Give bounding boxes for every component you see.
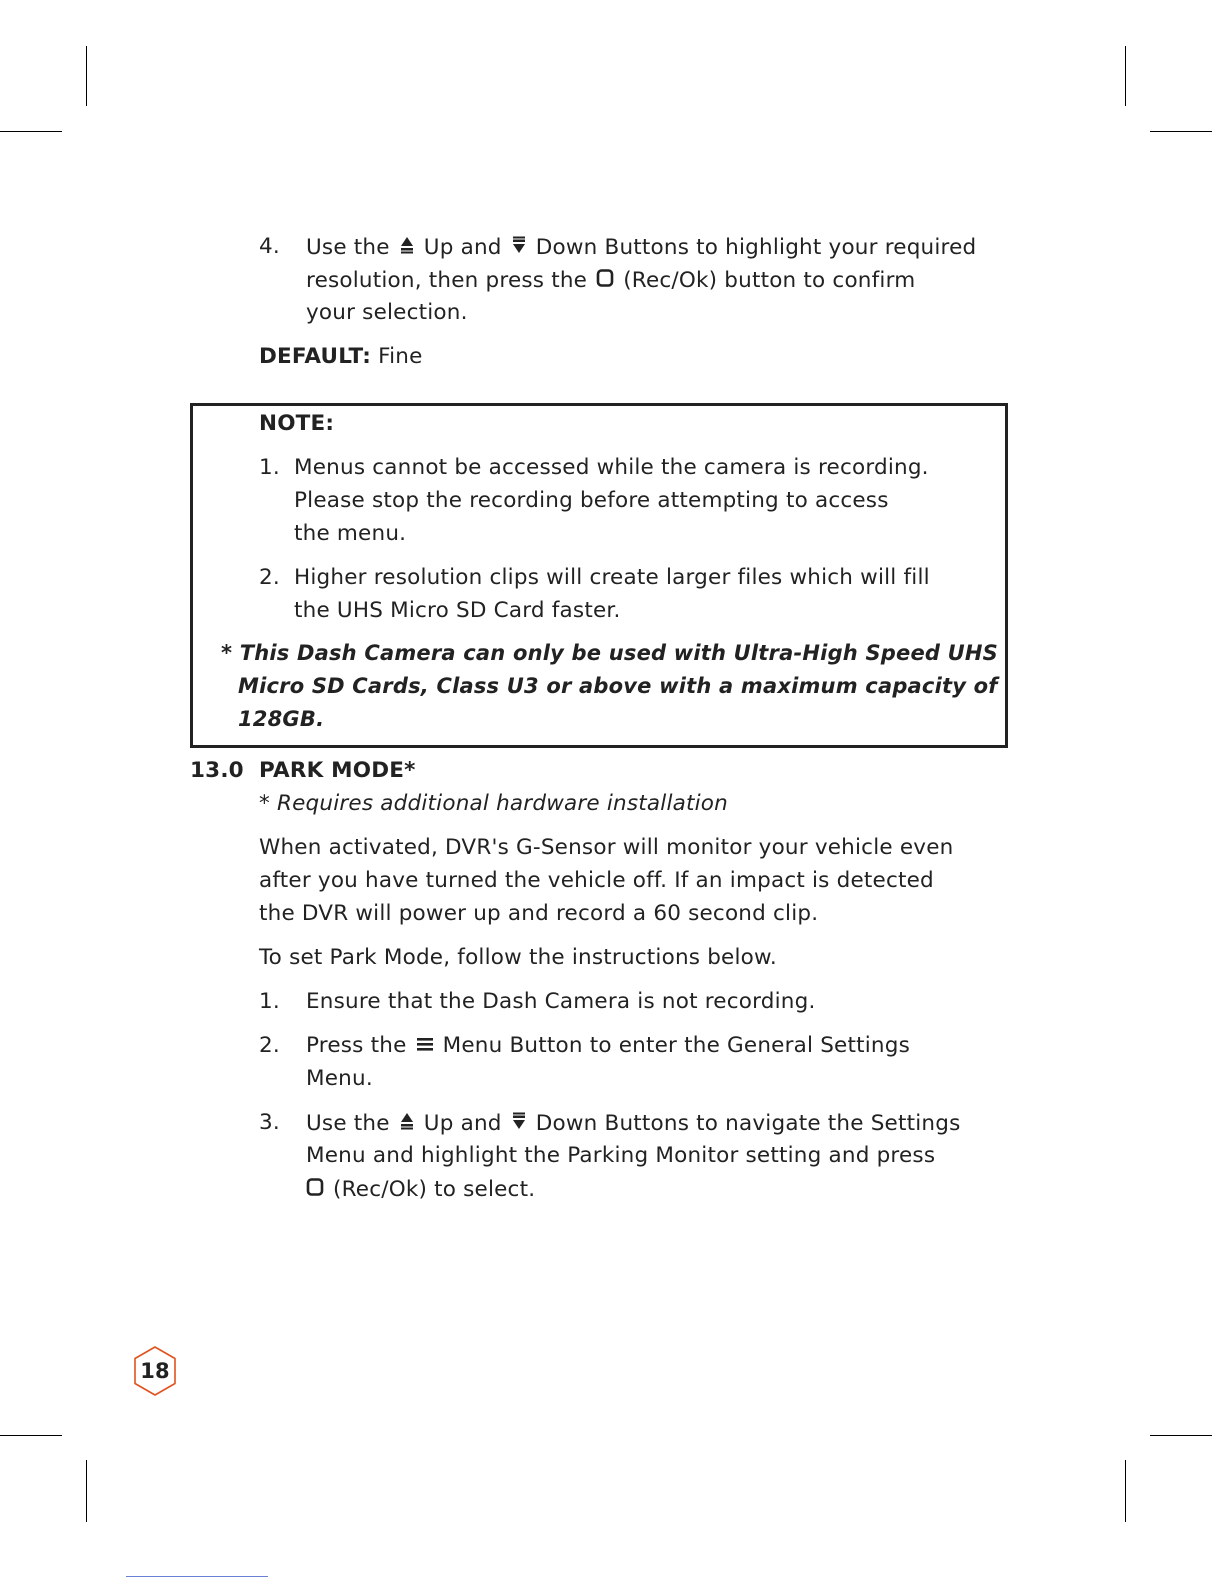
crop-mark-bottom-left-horizontal — [0, 1435, 62, 1436]
park-step-2-line-1 — [306, 1035, 910, 1057]
crop-mark-bottom-right-vertical — [1125, 1460, 1126, 1522]
step-line-3: your selection. — [306, 300, 468, 325]
note-item-number: 2. — [259, 565, 280, 590]
park-step-2-line-2: Menu. — [306, 1066, 373, 1091]
step-number: 1. — [259, 989, 280, 1014]
note-footnote-line-3: 128GB. — [238, 707, 325, 731]
note-item-1-line-2: Please stop the recording before attempting to access — [294, 488, 889, 513]
down-arrow-icon — [511, 1112, 527, 1130]
park-step-3-line-2: Menu and highlight the Parking Monitor setting and press — [306, 1143, 936, 1168]
up-arrow-icon — [399, 236, 415, 254]
text: Use the — [306, 235, 390, 260]
note-footnote-line-2: Micro SD Cards, Class U3 or above with a maximum capacity of — [238, 674, 998, 698]
menu-icon — [416, 1036, 434, 1052]
park-step-1: Ensure that the Dash Camera is not recording. — [306, 989, 816, 1014]
note-item-1-line-3: the menu. — [294, 521, 407, 546]
text: resolution, then press the — [306, 268, 588, 293]
park-step-3-line-1 — [306, 1112, 961, 1135]
step-line-2 — [306, 269, 915, 292]
default-value: Fine — [378, 344, 423, 369]
note-footnote-line-1: * This Dash Camera can only be used with Ultra-High Speed UHS — [221, 641, 998, 665]
step-number: 4. — [259, 234, 280, 259]
text: (Rec/Ok) to select. — [333, 1177, 536, 1202]
text: Down Buttons to highlight your required — [535, 235, 977, 260]
para-1-line-2: after you have turned the vehicle off. If an impact is detected — [259, 868, 934, 893]
up-arrow-icon — [399, 1112, 415, 1130]
crop-mark-bottom-left-vertical — [86, 1460, 87, 1522]
footer-line — [126, 1576, 268, 1577]
para-1-line-1: When activated, DVR's G-Sensor will monitor your vehicle even — [259, 835, 954, 860]
section-number: 13.0 — [190, 758, 244, 783]
text: Press the — [306, 1033, 407, 1058]
section-title: PARK MODE* — [259, 758, 416, 783]
page-number: 18 — [140, 1359, 170, 1383]
note-item-1-line-1: Menus cannot be accessed while the camera is recording. — [294, 455, 929, 480]
section-subtitle: * Requires additional hardware installation — [259, 791, 728, 816]
text: (Rec/Ok) button to confirm — [623, 268, 916, 293]
default-label: DEFAULT: — [259, 344, 372, 369]
crop-mark-top-right-horizontal — [1150, 131, 1212, 132]
step-line-1 — [306, 236, 976, 259]
note-item-2-line-1: Higher resolution clips will create larger files which will fill — [294, 565, 930, 590]
text: Down Buttons to navigate the Settings — [535, 1111, 961, 1136]
crop-mark-top-left-horizontal — [0, 131, 62, 132]
crop-mark-top-left-vertical — [86, 46, 87, 106]
text: Menu Button to enter the General Settings — [442, 1033, 910, 1058]
down-arrow-icon — [511, 236, 527, 254]
rec-ok-icon — [596, 269, 614, 287]
default-setting — [259, 346, 423, 368]
text: Use the — [306, 1111, 390, 1136]
park-step-3-line-3 — [306, 1178, 535, 1201]
rec-ok-icon — [306, 1178, 324, 1196]
step-number: 3. — [259, 1110, 280, 1135]
para-2: To set Park Mode, follow the instructions below. — [259, 945, 777, 970]
text: Up and — [423, 1111, 502, 1136]
note-item-number: 1. — [259, 455, 280, 480]
para-1-line-3: the DVR will power up and record a 60 second clip. — [259, 901, 819, 926]
note-title: NOTE: — [259, 411, 335, 436]
step-number: 2. — [259, 1033, 280, 1058]
note-item-2-line-2: the UHS Micro SD Card faster. — [294, 598, 621, 623]
crop-mark-top-right-vertical — [1125, 46, 1126, 106]
text: Up and — [423, 235, 502, 260]
crop-mark-bottom-right-horizontal — [1150, 1435, 1212, 1436]
page-number-badge — [132, 1345, 178, 1397]
